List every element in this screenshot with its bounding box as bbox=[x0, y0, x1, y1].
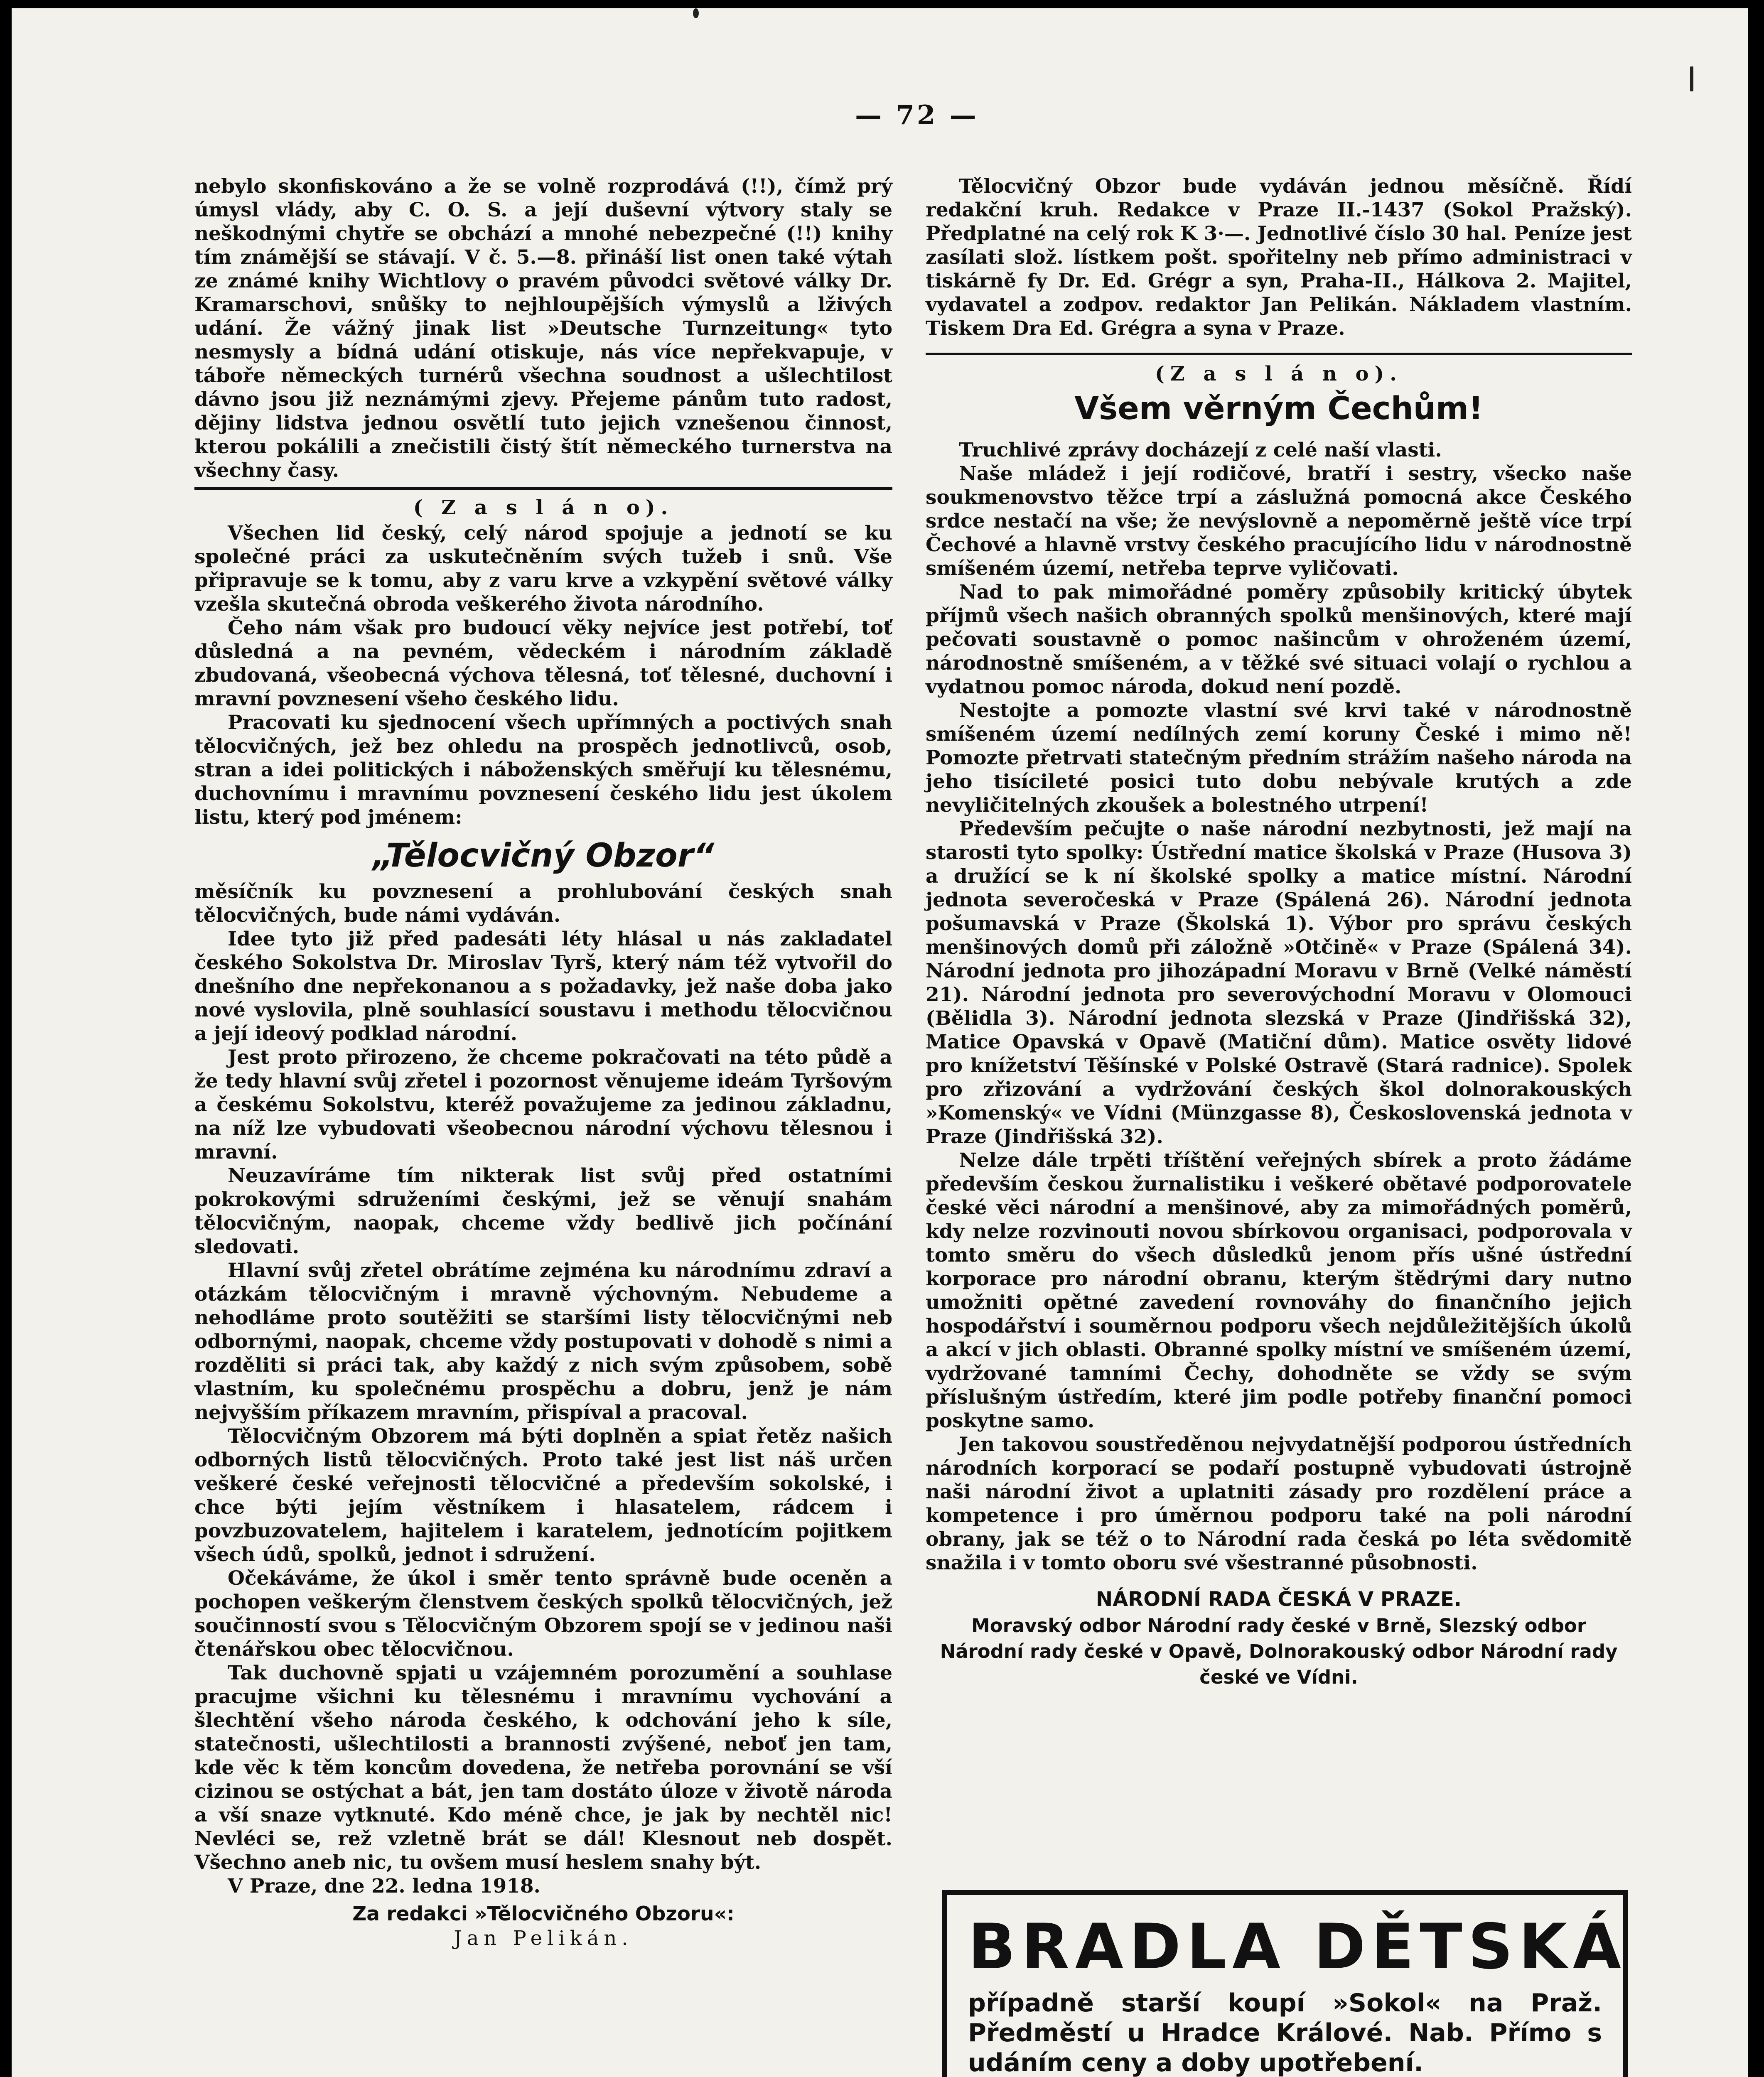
article-continuation: nebylo skonfiskováno a že se volně rozprodává (!!), čímž prý úmysl vlády, aby C. O. S. a její duševní výtvory staly se neškodnými chytře se obchází a mnohé nebezpečné (!!) knihy tím známější se stávají. V č. 5.—8. přináší list onen také výtah ze známé knihy Wichtlovy o pravém původci světové války Dr. Kramarschovi, snůšky to nejhloupějších výmyslů a lživých udání. Že vážný jinak list »Deutsche Turnzeitung« tyto nesmysly a bídná udání otiskuje, nás více nepřekvapuje, v táboře německých turnérů všechna soudnost a ušlechtilost dávno jsou již neznámými zjevy. Přejeme pánům tuto radost, dějiny lidstva jednou osvětlí tuto jejich vznešenou činnost, kterou pokálili a znečistili čistý štít německého turnerstva na všechny časy. bbox=[194, 175, 892, 482]
paragraph: Jest proto přirozeno, že chceme pokračovati na této půdě a že tedy hlavní svůj zřetel i pozornost věnujeme ideám Tyršovým a českému Sokolstvu, kteréž považujeme za jedinou základnu, na níž lze vybudovati všeobecnou národní výchovu tělesnou i mravní. bbox=[194, 1046, 892, 1164]
paragraph: Nad to pak mimořádné poměry způsobily kritický úbytek příjmů všech našich obranných spolků menšinových, které mají pečovati soustavně o pomoc našincům v ohroženém území, národnostně smíšeném, a v těžké své situaci volají o rychlou a vydatnou pomoc národa, dokud není pozdě. bbox=[926, 581, 1632, 698]
print-speck bbox=[693, 8, 699, 18]
journal-title: „Tělocvičný Obzor“ bbox=[372, 837, 715, 874]
paragraph: Truchlivé zprávy docházejí z celé naší vlasti. bbox=[959, 439, 1442, 462]
paragraph: Čeho nám však pro budoucí věky nejvíce jest potřebí, toť důsledná a na pevném, vědeckém i národním základě zbudovaná, všeobecná výchova tělesná, toť tělesné, duchovní i mravní povznesení všeho českého lidu. bbox=[194, 616, 892, 710]
appeal-headline: Všem věrným Čechům! bbox=[1074, 390, 1483, 427]
zaslano-label: (Z a s l á n o). bbox=[1155, 362, 1403, 385]
paragraph: Tak duchovně spjati u vzájemném porozumění a souhlase pracujme všichni ku tělesnému i mravnímu vychování a šlechtění všeho národa českého, k odchování jeho k síle, statečnosti, ušlechtilosti a brannosti zvýšené, neboť jen tam, kde věc k těm koncům dovedena, že netřeba porovnání se vší cizinou se ostýchat a bát, jen tam dostáto úloze v životě národa a vší snaze vytknuté. Kdo méně chce, je jak by nechtěl nic! Nevléci se, rež vzletně brát se dál! Klesnout neb dospět. Všechno aneb nic, tu ovšem musí heslem snahy být. bbox=[194, 1662, 892, 1874]
newspaper-page bbox=[12, 8, 1748, 2077]
classified-ad bbox=[942, 1890, 1628, 2077]
page-number: — 72 — bbox=[855, 100, 979, 131]
ad-text: případně starší koupí »Sokol« na Praž. Předměstí u Hradce Králové. Nab. Přímo s udáním ceny a doby upotřebení. bbox=[968, 1989, 1602, 2077]
paragraph: Hlavní svůj zřetel obrátíme zejména ku národnímu zdraví a otázkám tělocvičným i mravně výchovným. Nebudeme a nehodláme proto soutěžiti se staršími listy tělocvičnými neb odbornými, naopak, chceme vždy postupovati v dohodě s nimi a rozděliti si práci tak, aby každý z nich svým způsobem, sobě vlastním, ku společnému prospěchu a dobru, jenž je nám nejvyšším příkazem mravním, přispíval a pracoval. bbox=[194, 1259, 892, 1424]
paragraph: Naše mládež i její rodičové, bratří i sestry, všecko naše soukmenovstvo těžce trpí a záslužná pomocná akce Českého srdce nestačí na vše; že nevýslovně a nepoměrně ještě více trpí Čechové a hlavně vrstvy českého pracujícího lidu v národnostně smíšeném území, netřeba teprve vyličovati. bbox=[926, 462, 1632, 580]
paragraph: Jen takovou soustředěnou nejvydatnější podporou ústředních národních korporací se podaří postupně vybudovati ústrojně naši národní život a uplatniti zásady pro rozdělení práce a kompetence i pro úměrnou podporu také na poli národní obrany, jak se též o to Národní rada česká po léta svědomitě snažila i v tomto oboru své všestranné působnosti. bbox=[926, 1433, 1632, 1574]
section-divider bbox=[926, 353, 1632, 355]
paragraph: Pracovati ku sjednocení všech upřímných a poctivých snah tělocvičných, jež bez ohledu na prospěch jednotlivců, osob, stran a idei politických i náboženských směřují ku tělesnému, duchovnímu i mravnímu povznesení českého lidu jest úkolem listu, který pod jménem: bbox=[194, 711, 892, 829]
signature-name: Jan Pelikán. bbox=[454, 1927, 633, 1950]
dateline: V Praze, dne 22. ledna 1918. bbox=[228, 1875, 541, 1898]
paragraph: Neuzavíráme tím nikterak list svůj před ostatními pokrokovými sdruženími českými, jež se věnují snahám tělocvičným, naopak, chceme vždy bedlivě jich počínání sledovati. bbox=[194, 1164, 892, 1258]
zaslano-label: ( Z a s l á n o). bbox=[413, 496, 674, 519]
paragraph: Především pečujte o naše národní nezbytnosti, jež mají na starosti tyto spolky: Ústřední matice školská v Praze (Husova 3) a družící se k ní školské spolky a matice místní. Národní jednota severočeská v Praze (Spálená 26). Národní jednota pošumavská v Praze (Školská 1). Výbor pro správu českých menšinových domů při záložně »Otčině« v Praze (Spálená 34). Národní jednota pro jihozápadní Moravu v Brně (Velké náměstí 21). Národní jednota pro severovýchodní Moravu v Olomouci (Bělidla 3). Národní jednota slezská v Praze (Jindřišská 32), Matice Opavská v Opavě (Matiční dům). Matice osvěty lidové pro knížetství Těšínské v Polské Ostravě (Stará radnice). Spolek pro zřizování a vydržování českých škol dolnorakouských »Komenský« ve Vídni (Münzgasse 8), Československá jednota v Praze (Jindřišská 32). bbox=[926, 818, 1632, 1148]
right-column bbox=[926, 174, 1632, 1690]
council-title: NÁRODNÍ RADA ČESKÁ V PRAZE. bbox=[1096, 1588, 1462, 1611]
paragraph: Očekáváme, že úkol i směr tento správně bude oceněn a pochopen veškerým členstvem českých spolků tělocvičných, jež součinností svou s Tělocvičným Obzorem spojí se v jedinou naši čtenářskou obec tělocvičnou. bbox=[194, 1567, 892, 1661]
print-speck bbox=[1690, 66, 1693, 91]
paragraph: Nestojte a pomozte vlastní své krvi také v národnostně smíšeném území nedílných zemí koruny České i mimo ně! Pomozte přetrvati statečným předním strážím našeho národa na jeho tisícileté posici tuto dobu nebývale krutých a zde nevyličitelných zkoušek a bolestného utrpení! bbox=[926, 699, 1632, 817]
paragraph: Tělocvičným Obzorem má býti doplněn a spiat řetěz našich odborných listů tělocvičných. Proto také jest list náš určen veškeré české veřejnosti tělocvičné a především sokolské, i chce býti jejím věstníkem i hlasatelem, rádcem i povzbuzovatelem, hajitelem i karatelem, jednotícím pojitkem všech údů, spolků, jednot i sdružení. bbox=[194, 1425, 892, 1566]
paragraph: měsíčník ku povznesení a prohlubování českých snah tělocvičných, bude námi vydáván. bbox=[194, 880, 892, 927]
paragraph: Nelze dále trpěti tříštění veřejných sbírek a proto žádáme především českou žurnalistiku i veškeré obětavé podporovatele české věci národní a menšinové, aby za mimořádných poměrů, kdy nelze rozvinouti novou sbírkovou organisaci, podporovala v tomto směru do všech důsledků jenom přís ušné ústřední korporace pro národní obranu, kterým štědrými dary nutno umožniti opětné zavedení rovnováhy do finančního jejich hospodářství i souměrnou podporu všech nejdůležitějších úkolů a akcí v jich oblasti. Obranné spolky místní ve smíšeném území, vydržované tamními Čechy, dohodněte se vždy se svým příslušným ústředím, které jim podle potřeby finanční pomoci poskytne samo. bbox=[926, 1149, 1632, 1432]
council-branches: Moravský odbor Národní rady české v Brně, Slezský odbor Národní rady české v Opavě, Dolnorakouský odbor Národní rady české ve Vídni. bbox=[940, 1615, 1618, 1688]
paragraph: Idee tyto již před padesáti léty hlásal u nás zakladatel českého Sokolstva Dr. Miroslav Tyrš, který nám též vytvořil do dnešního dne nepřekonanou a s požadavky, jež naše doba jako nové vyslovila, plně souhlasící soustavu i methodu tělocvičnou a její ideový podklad národní. bbox=[194, 928, 892, 1045]
section-divider bbox=[194, 487, 892, 490]
ad-title: BRADLA DĚTSKÁ bbox=[968, 1911, 1627, 1983]
paragraph: Všechen lid český, celý národ spojuje a jednotí se ku společné práci za uskutečněním svých tužeb i snů. Vše připravuje se k tomu, aby z varu krve a vzkypění světové války vzešla skutečná obroda veškerého života národního. bbox=[194, 522, 892, 616]
left-column bbox=[194, 174, 892, 1950]
imprint: Tělocvičný Obzor bude vydáván jednou měsíčně. Řídí redakční kruh. Redakce v Praze II.-1437 (Sokol Pražský). Předplatné na celý rok K 3·—. Jednotlivé číslo 30 hal. Peníze jest zasílati slož. lístkem pošt. spořitelny neb přímo administraci v tiskárně fy Dr. Ed. Grégr a syn, Praha-II., Hálkova 2. Majitel, vydavatel a zodpov. redaktor Jan Pelikán. Nákladem vlastním. Tiskem Dra Ed. Grégra a syna v Praze. bbox=[926, 175, 1632, 340]
editorial-signature: Za redakci »Tělocvičného Obzoru«: bbox=[352, 1903, 735, 1925]
